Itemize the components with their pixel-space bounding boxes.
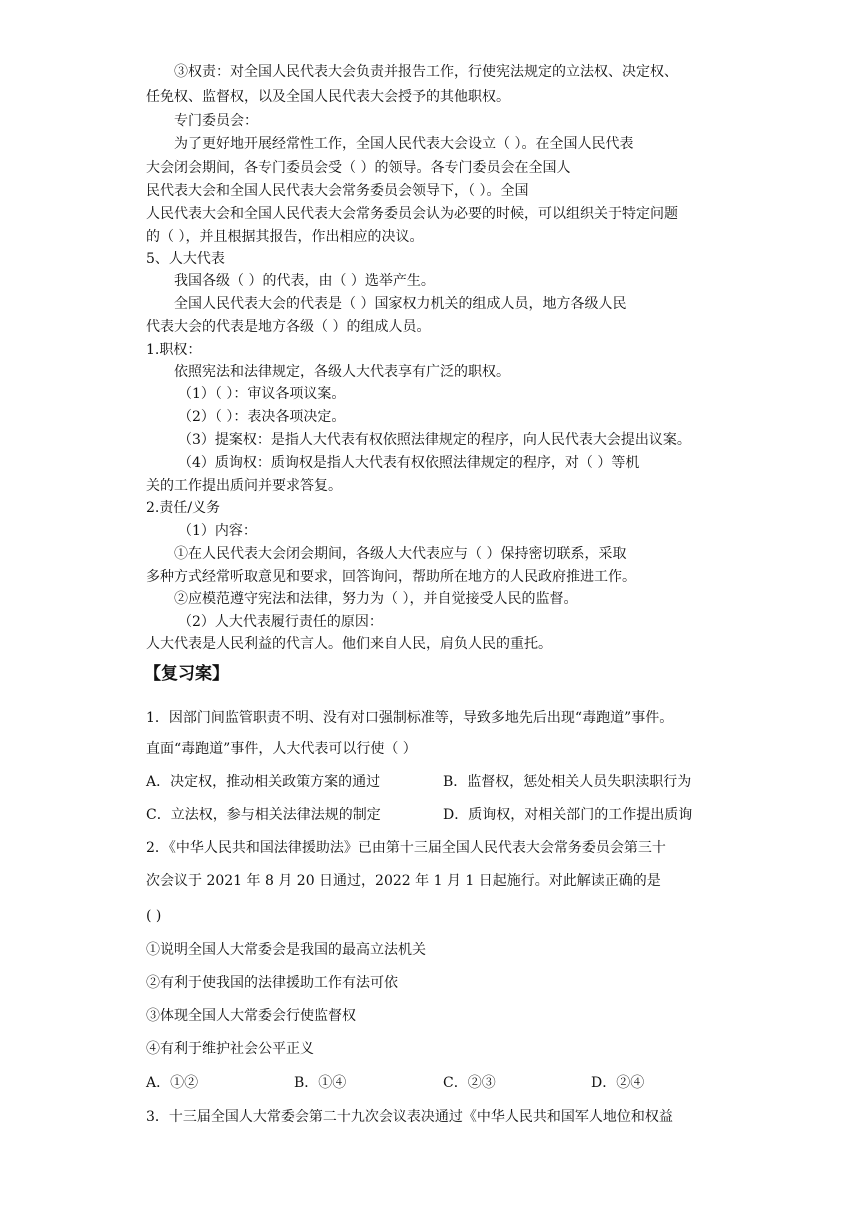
text-line: （3）提案权：是指人大代表有权依照法律规定的程序，向人民代表大会提出议案。 (178, 432, 691, 448)
question-1-option-b: B．监督权，惩处相关人员失职渎职行为 (443, 774, 692, 790)
text-line: 为了更好地开展经常性工作，全国人民代表大会设立（ ）。在全国人民代表 (174, 136, 634, 152)
question-1-stem: 1．因部门间监管职责不明、没有对口强制标准等，导致多地先后出现“毒跑道”事件。 (146, 710, 674, 726)
text-line: 民代表大会和全国人民代表大会常务委员会领导下，（ ）。全国 (146, 183, 529, 199)
question-1-option-d: D．质询权，对相关部门的工作提出质询 (443, 807, 693, 823)
section-heading: 5、人大代表 (146, 251, 225, 267)
question-2-statement: ②有利于使我国的法律援助工作有法可依 (146, 975, 398, 991)
text-line: 依照宪法和法律规定，各级人大代表享有广泛的职权。 (174, 364, 510, 380)
question-3-stem: 3．十三届全国人大常委会第二十九次会议表决通过《中华人民共和国军人地位和权益 (146, 1109, 673, 1125)
question-1-option-c: C．立法权，参与相关法律法规的制定 (146, 807, 381, 823)
text-line: ①在人民代表大会闭会期间，各级人大代表应与（ ）保持密切联系，采取 (174, 546, 627, 562)
review-heading: 【复习案】 (144, 664, 229, 684)
subsection-heading: 2.责任/义务 (146, 500, 221, 516)
text-line: 我国各级（ ）的代表，由（ ）选举产生。 (174, 273, 435, 289)
text-line: （1）内容： (178, 523, 257, 539)
text-line: 人民代表大会和全国人民代表大会常务委员会认为必要的时候，可以组织关于特定问题 (146, 206, 678, 222)
question-2-option-c: C．②③ (443, 1075, 496, 1091)
text-line: 任免权、监督权，以及全国人民代表大会授予的其他职权。 (146, 89, 510, 105)
question-2-stem: 2．《中华人民共和国法律援助法》已由第十三届全国人民代表大会常务委员会第三十 (146, 840, 666, 856)
question-2-answer-blank: ( ) (146, 908, 162, 924)
text-line: 大会闭会期间，各专门委员会受（ ）的领导。各专门委员会在全国人 (146, 160, 571, 176)
text-line: 全国人民代表大会的代表是（ ）国家权力机关的组成人员，地方各级人民 (174, 296, 627, 312)
question-1-option-a: A．决定权，推动相关政策方案的通过 (146, 774, 381, 790)
question-2-option-d: D．②④ (591, 1075, 645, 1091)
question-1-stem: 直面“毒跑道”事件，人大代表可以行使（ ） (146, 741, 417, 757)
question-2-statement: ④有利于维护社会公平正义 (146, 1041, 314, 1057)
text-line: ②应模范遵守宪法和法律，努力为（ ），并自觉接受人民的监督。 (174, 591, 578, 607)
text-line: 代表大会的代表是地方各级（ ）的组成人员。 (146, 319, 431, 335)
text-line: （2）人大代表履行责任的原因： (178, 614, 383, 630)
text-line: 人大代表是人民利益的代言人。他们来自人民，肩负人民的重托。 (146, 636, 552, 652)
text-line: ③权责：对全国人民代表大会负责并报告工作，行使宪法规定的立法权、决定权、 (174, 64, 678, 80)
text-line: （4）质询权：质询权是指人大代表有权依照法律规定的程序，对（ ）等机 (178, 455, 640, 471)
question-2-option-b: B．①④ (294, 1075, 347, 1091)
question-2-stem: 次会议于 2021 年 8 月 20 日通过，2022 年 1 月 1 日起施行。对此解读正确的是 (146, 873, 661, 889)
question-2-statement: ③体现全国人大常委会行使监督权 (146, 1008, 356, 1024)
question-2-statement: ①说明全国人大常委会是我国的最高立法机关 (146, 942, 426, 958)
text-line: （2）（ ）：表决各项决定。 (178, 409, 346, 425)
question-2-option-a: A．①② (146, 1075, 199, 1091)
subsection-heading: 1.职权： (146, 342, 202, 358)
text-line: （1）（ ）：审议各项议案。 (178, 386, 346, 402)
text-line: 关的工作提出质问并要求答复。 (146, 478, 342, 494)
section-label: 专门委员会： (174, 113, 258, 129)
text-line: 多种方式经常听取意见和要求，回答询问，帮助所在地方的人民政府推进工作。 (146, 569, 636, 585)
text-line: 的（ ），并且根据其报告，作出相应的决议。 (146, 229, 424, 245)
